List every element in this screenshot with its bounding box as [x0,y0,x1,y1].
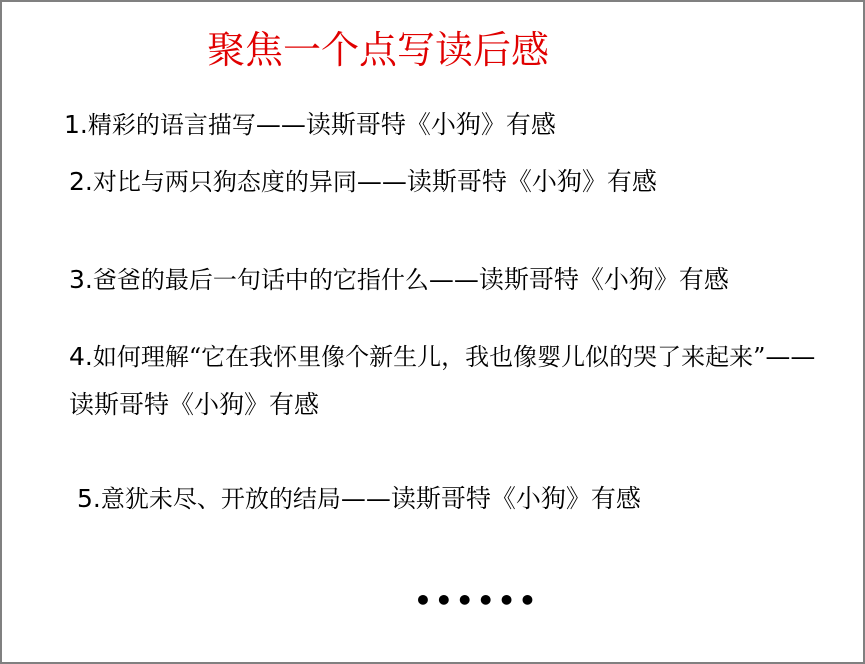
item-number: 5. [77,484,101,513]
slide-title: 聚焦一个点写读后感 [207,28,550,72]
list-item-3 [69,265,729,295]
item-topic: 精彩的语言描写 [87,111,256,139]
list-item-4 [69,333,839,429]
item-source: ——读斯哥特《小狗》有感 [255,110,556,139]
item-topic: 意犹未尽、开放的结局 [100,485,341,513]
item-source: ——读斯哥特《小狗》有感 [356,167,657,196]
item-source: ——读斯哥特《小狗》有感 [428,265,729,294]
item-number: 4. [69,342,93,371]
item-number: 3. [69,265,93,294]
list-item-1 [64,110,556,140]
ellipsis: •••••• [414,584,540,617]
item-topic: 对比与两只狗态度的异同 [92,168,357,196]
item-source: ——读斯哥特《小狗》有感 [340,484,641,513]
list-item-2 [69,167,657,197]
item-topic: 如何理解“它在我怀里像个新生儿，我也像婴儿似的哭了来起来” [92,343,766,371]
item-number: 2. [69,167,93,196]
item-number: 1. [64,110,88,139]
list-item-5 [77,484,641,514]
item-topic: 爸爸的最后一句话中的它指什么 [92,266,429,294]
item-source: ——读斯哥特《小狗》有感 [69,342,816,419]
